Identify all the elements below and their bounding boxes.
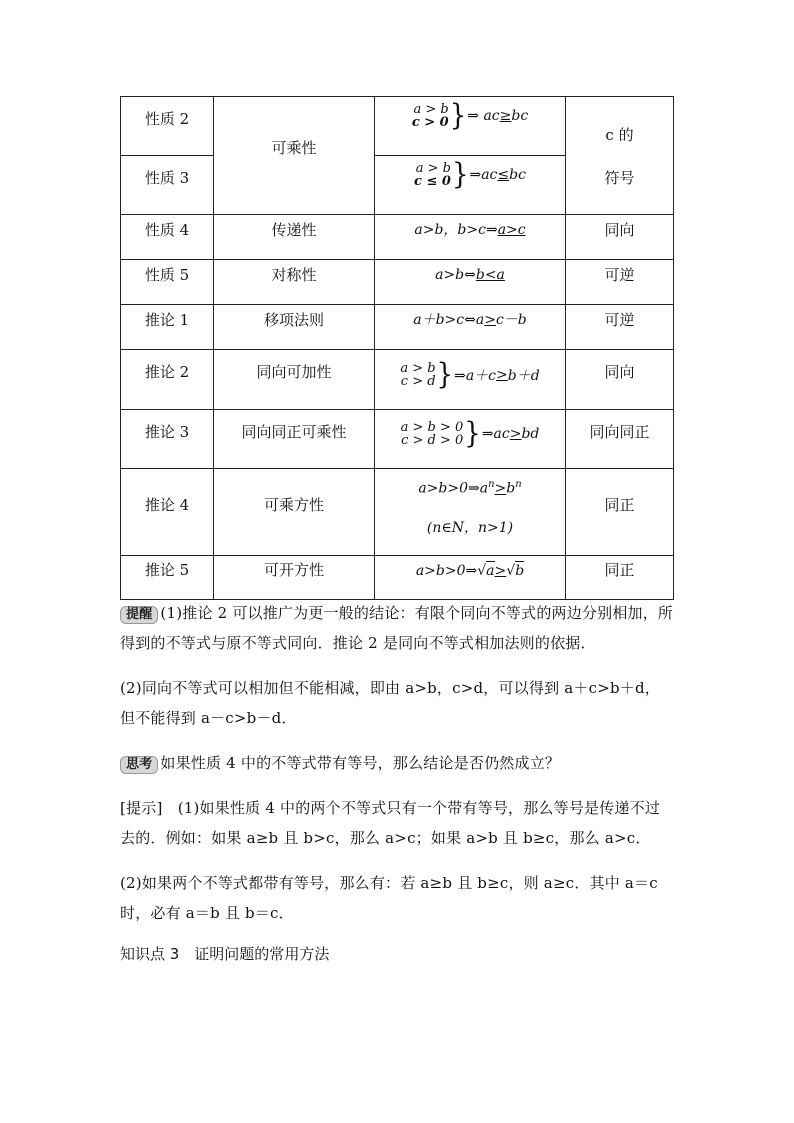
section-heading: 知识点 3 证明问题的常用方法 — [120, 945, 330, 963]
note-cell: 同向同正 — [566, 410, 674, 469]
table-row — [121, 410, 674, 469]
formula-cell: a＋b>c⇔a>c－b — [375, 305, 566, 350]
property-name: 同向同正可乘性 — [214, 410, 375, 469]
row-name: 推论 1 — [121, 305, 214, 350]
row-name: 推论 4 — [121, 469, 214, 556]
property-name: 对称性 — [214, 260, 375, 305]
table-row — [121, 215, 674, 260]
note-cell: 同向 — [566, 350, 674, 410]
table-row — [121, 556, 674, 600]
think-tag: 思考 — [120, 756, 158, 774]
formula-cell: a > b c > d } ⇒a＋c > b＋d — [375, 350, 566, 410]
property-name: 可乘性 — [214, 97, 375, 215]
formula-cell: a>b⇔b<a — [375, 260, 566, 305]
property-name: 同向可加性 — [214, 350, 375, 410]
properties-table — [120, 96, 674, 600]
row-name: 推论 2 — [121, 350, 214, 410]
property-name: 可开方性 — [214, 556, 375, 600]
table-row — [121, 469, 674, 556]
hint-paragraph-1: [提示] (1)如果性质 4 中的两个不等式只有一个带有等号，那么等号是传递不过去的．例如：如果 a≥b 且 b>c，那么 a>c；如果 a>b 且 b≥c，那么 a>c． — [120, 799, 661, 847]
note-line-1: c 的 — [605, 125, 634, 144]
formula-line: $a>b>0\Rightarrow a^n>b^n$ — [418, 479, 522, 497]
row-name: 性质 4 — [121, 215, 214, 260]
note-cell: 可逆 — [566, 260, 674, 305]
tip-tag: 提醒 — [120, 606, 158, 624]
property-name: 移项法则 — [214, 305, 375, 350]
formula-condition: (n∈N，n>1) — [426, 519, 514, 536]
table-row — [121, 305, 674, 350]
note-cell: 同正 — [566, 469, 674, 556]
note-cell: 同向 — [566, 215, 674, 260]
formula-cell: a>b>0⇒√a>√b — [375, 556, 566, 600]
row-name: 性质 3 — [121, 156, 214, 215]
note-line-2: 符号 — [604, 168, 635, 187]
formula-cell: a>b，b>c⇒a>c — [375, 215, 566, 260]
formula-cell: a > b c > 0 } ⇒ ac ≥ bc — [375, 97, 566, 156]
row-name: 性质 2 — [121, 97, 214, 156]
table-row — [121, 260, 674, 305]
table-row — [121, 97, 674, 156]
note-cell: 可逆 — [566, 305, 674, 350]
note-cell: 同正 — [566, 556, 674, 600]
row-name: 推论 3 — [121, 410, 214, 469]
row-name: 性质 5 — [121, 260, 214, 305]
tip-paragraph-1: 提醒 (1)推论 2 可以推广为更一般的结论：有限个同向不等式的两边分别相加，所得到的不等式与原不等式同向．推论 2 是同向不等式相加法则的依据． — [120, 604, 674, 652]
tip-paragraph-2: (2)同向不等式可以相加但不能相减，即由 a>b，c>d，可以得到 a＋c>b＋d，但不能得到 a－c>b－d． — [120, 679, 660, 727]
note-cell — [566, 97, 674, 215]
formula-cell: a > b > 0 c > d > 0 } ⇒ac > bd — [375, 410, 566, 469]
property-name: 传递性 — [214, 215, 375, 260]
formula-cell — [375, 469, 566, 556]
property-name: 可乘方性 — [214, 469, 375, 556]
table-row — [121, 350, 674, 410]
row-name: 推论 5 — [121, 556, 214, 600]
think-question: 思考 如果性质 4 中的不等式带有等号，那么结论是否仍然成立？ — [120, 748, 674, 778]
formula-cell: a > b c ≤ 0 } ⇒ac ≤ bc — [375, 156, 566, 215]
hint-paragraph-2: (2)如果两个不等式都带有等号，那么有：若 a≥b 且 b≥c，则 a≥c．其中 a＝c 时，必有 a＝b 且 b＝c． — [120, 874, 658, 922]
